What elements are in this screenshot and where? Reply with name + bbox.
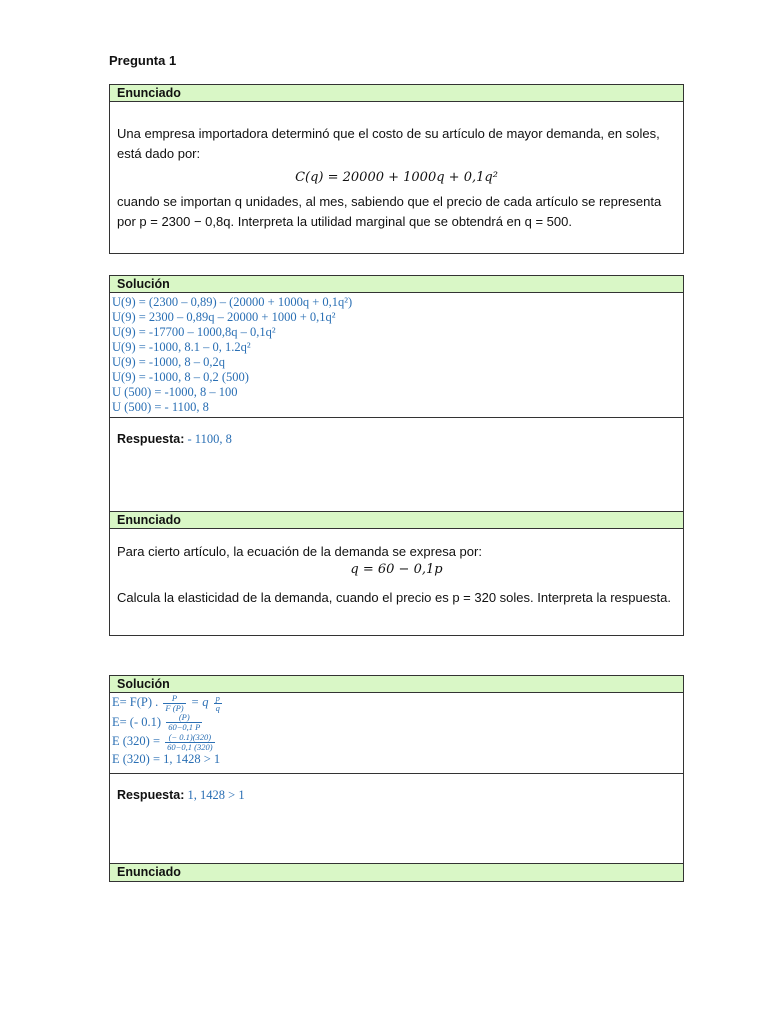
problem-2-text-intro: Para cierto artículo, la ecuación de la demanda se expresa por: [117,544,482,559]
problem-2-box [109,511,684,636]
fraction [214,694,222,713]
page-title: Pregunta 1 [109,53,177,68]
solution-1-header: Solución [110,276,683,293]
fraction-denominator: 60−0,1 P [168,722,201,733]
problem-1-box [109,84,684,254]
answer-value: - 1100, 8 [184,432,232,446]
problem-3-box [109,863,684,882]
problem-1-text-condition: cuando se importan q unidades, al mes, sabiendo que el precio de cada artículo se representa por p = 2300 − 0,8q. Interpreta la utilidad marginal que se obtendrá en q = 500. [117,194,662,229]
problem-2-text [110,529,683,607]
problem-1-text-intro: Una empresa importadora determinó que el costo de su artículo de mayor demanda, en soles, está dado por: [117,126,660,161]
fraction-denominator: 60−0,1 (320) [167,741,213,752]
step-text: E= F(P) . [112,695,159,709]
solution-1-step: U (500) = - 1100, 8 [112,400,209,414]
solution-2-step-4: E (320) = 1, 1428 > 1 [112,751,221,766]
solution-1-step: U(9) = -1000, 8 – 0,2q [112,355,225,369]
solution-1-step: U(9) = 2300 – 0,89q – 20000 + 1000 + 0,1q² [112,310,336,324]
step-text: E (320) = [112,734,161,749]
step-text: E= (- 0.1) [112,714,162,729]
fraction [166,713,202,732]
problem-1-formula: C(q) = 20000 + 1000q + 0,1q² [295,170,498,185]
fraction-numerator: P [163,694,185,704]
solution-1-step: U (500) = -1000, 8 – 100 [112,385,238,399]
answer-label: Respuesta: [117,432,185,446]
solution-1-step: U(9) = -1000, 8 – 0,2 (500) [112,370,249,384]
problem-1-header: Enunciado [110,85,683,102]
fraction [163,694,185,713]
answer-label: Respuesta: [117,788,185,802]
answer-value: 1, 1428 > 1 [184,788,245,802]
problem-1-text [110,102,683,232]
solution-2-step-3 [112,732,681,752]
fraction-denominator: F (P) [165,702,184,713]
solution-2-steps [110,693,683,773]
solution-1-steps [110,293,683,417]
solution-2-box [109,675,684,865]
solution-2-step-2 [112,713,681,733]
solution-1-step: U(9) = -1000, 8.1 – 0, 1.2q² [112,340,251,354]
solution-2-step-1 [112,693,681,713]
problem-3-header: Enunciado [110,864,683,881]
fraction-numerator: (P) [166,713,202,723]
fraction-numerator: p [215,692,220,703]
problem-2-formula: q = 60 − 0,1p [350,562,443,577]
solution-2-answer [110,773,683,838]
fraction-denominator: q [215,702,220,713]
solution-1-answer [110,417,683,461]
fraction-numerator: (− 0.1)(320) [165,733,214,743]
solution-1-step: U(9) = -17700 – 1000,8q – 0,1q² [112,325,276,339]
solution-1-step: U(9) = (2300 – 0,89) – (20000 + 1000q + 0,1q²) [112,295,353,309]
solution-1-box [109,275,684,513]
solution-2-header: Solución [110,676,683,693]
problem-2-text-question: Calcula la elasticidad de la demanda, cuando el precio es p = 320 soles. Interpreta la respuesta. [117,590,671,605]
fraction [165,733,214,752]
step-text: = q [190,695,209,709]
problem-2-header: Enunciado [110,512,683,529]
